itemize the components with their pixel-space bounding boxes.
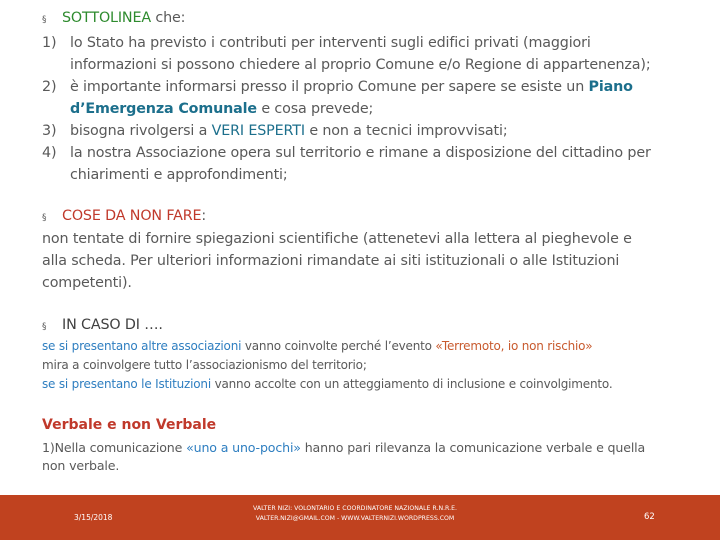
footer-credits: VALTER NIZI: VOLONTARIO E COORDINATORE NAZIONALE R.N.R.E. VALTER.NIZI@GMAIL.COM - WWW.VALTERNIZI.WORDPRESS.COM	[253, 505, 457, 522]
sottolinea-title: SOTTOLINEA	[62, 10, 151, 26]
cose-title: COSE DA NON FARE	[62, 208, 202, 224]
caso-text: se si presentano le Istituzioni vanno accolte con un atteggiamento di inclusione e coinvolgimento.	[42, 377, 613, 391]
cose-text: competenti).	[42, 275, 132, 291]
list-item: 4) la nostra Associazione opera sul territorio e rimane a disposizione del cittadino per	[42, 145, 651, 161]
list-item-continuation: chiarimenti e approfondimenti;	[70, 167, 288, 183]
caso-text: se si presentano altre associazioni vanno coinvolte perché l’evento «Terremoto, io non rischio»	[42, 339, 593, 353]
footer-date: 3/15/2018	[74, 513, 113, 522]
bullet-icon: §	[42, 322, 47, 332]
verbale-text: non verbale.	[42, 458, 120, 473]
bullet-icon: §	[42, 213, 47, 223]
caso-text: mira a coinvolgere tutto l’associazionismo del territorio;	[42, 358, 367, 372]
list-item: 3) bisogna rivolgersi a VERI ESPERTI e non a tecnici improvvisati;	[42, 123, 508, 139]
list-item-continuation: d’Emergenza Comunale e cosa prevede;	[70, 101, 374, 117]
verbale-text: 1)Nella comunicazione «uno a uno-pochi» hanno pari rilevanza la comunicazione verbale e quella	[42, 440, 646, 455]
cose-text: alla scheda. Per ulteriori informazioni rimandate ai siti istituzionali o alle Istituzioni	[42, 253, 620, 269]
list-item: 2) è importante informarsi presso il proprio Comune per sapere se esiste un Piano	[42, 79, 633, 95]
cose-heading: § COSE DA NON FARE:	[42, 208, 207, 224]
list-item-continuation: informazioni si possono chiedere al proprio Comune e/o Regione di appartenenza);	[70, 57, 651, 73]
list-item: 1) lo Stato ha previsto i contributi per interventi sugli edifici privati (maggiori	[42, 35, 591, 51]
footer-bar	[0, 495, 720, 540]
cose-text: non tentate di fornire spiegazioni scientifiche (attenetevi alla lettera al pieghevole e	[42, 231, 632, 247]
caso-heading	[42, 317, 163, 333]
bullet-icon: §	[42, 15, 47, 25]
verbale-heading: Verbale e non Verbale	[42, 417, 217, 433]
page-number: 62	[644, 512, 655, 522]
caso-title: IN CASO DI ….	[62, 317, 163, 333]
sottolinea-heading: § SOTTOLINEA che:	[42, 10, 186, 26]
